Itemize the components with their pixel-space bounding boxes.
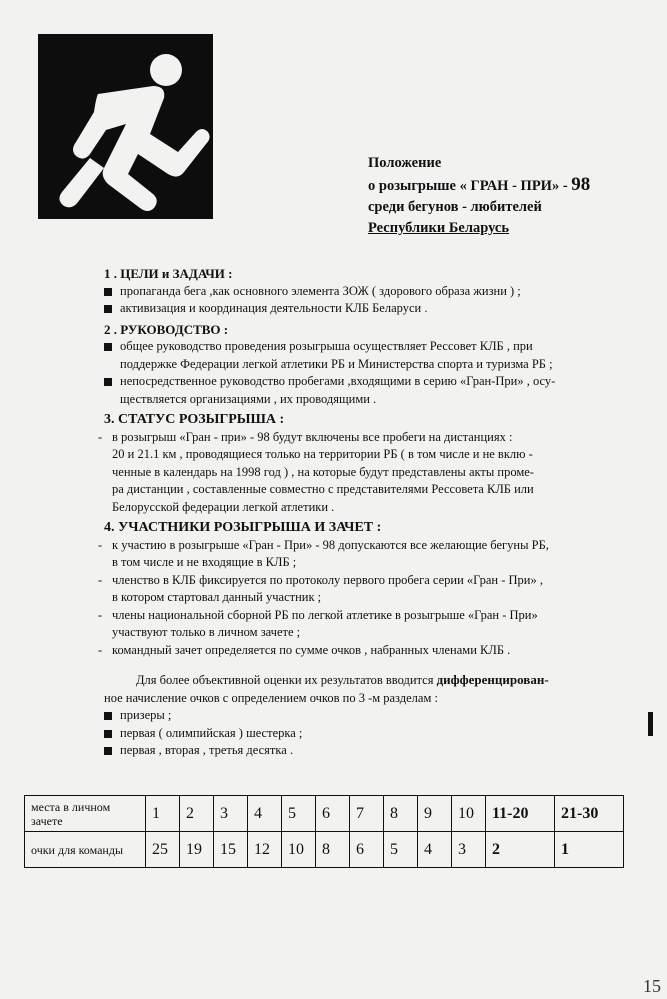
table-row <box>25 832 624 868</box>
table-cell: 3 <box>214 796 248 832</box>
title-line-2-text: о розыгрыше « ГРАН - ПРИ» - <box>368 178 572 194</box>
table-cell: 5 <box>384 832 418 868</box>
section-2-heading: 2 . РУКОВОДСТВО : <box>104 321 229 337</box>
list-item <box>104 300 664 318</box>
table-cell: 12 <box>248 832 282 868</box>
points-table <box>24 795 624 868</box>
table-cell: 11-20 <box>486 796 555 832</box>
row-label-points: очки для команды <box>25 832 146 868</box>
paragraph-text: Для более объективной оценки их результатов вводится <box>136 673 437 687</box>
table-cell: 4 <box>248 796 282 832</box>
table-cell: 2 <box>486 832 555 868</box>
table-cell: 6 <box>316 796 350 832</box>
list-item-text: призеры ; <box>120 708 172 722</box>
text-line: ра дистанции , составленные совместно с представителями Рессовета КЛБ или <box>112 482 534 496</box>
table-cell: 8 <box>384 796 418 832</box>
title-year: 98 <box>571 174 591 195</box>
text-line: к участию в розыгрыше «Гран - При» - 98 допускаются все желающие бегуны РБ, <box>112 537 549 552</box>
title-line-1: Положение <box>368 155 442 171</box>
text-line: ченные в календарь на 1998 год ) , на которые будут представлены акты проме- <box>112 464 534 479</box>
table-cell: 10 <box>282 832 316 868</box>
square-bullet-icon <box>104 343 112 351</box>
runner-logo-icon <box>38 34 213 219</box>
square-bullet-icon <box>104 288 112 296</box>
table-cell: 10 <box>452 796 486 832</box>
list-item <box>98 607 664 642</box>
square-bullet-icon <box>104 712 112 720</box>
list-item-text <box>112 537 664 572</box>
list-item <box>104 338 664 373</box>
text-line: в котором стартовал данный участник ; <box>112 590 322 604</box>
square-bullet-icon <box>104 378 112 386</box>
table-cell: 9 <box>418 796 452 832</box>
table-cell: 6 <box>350 832 384 868</box>
page-mark: 15 <box>643 976 661 996</box>
section-3-heading: 3. СТАТУС РОЗЫГРЫША : <box>104 412 285 427</box>
dash-marker: - <box>98 537 103 552</box>
text-line: общее руководство проведения розыгрыша осуществляет Рессовет КЛБ , при <box>120 339 533 353</box>
square-bullet-icon <box>104 747 112 755</box>
text-line: в розыгрыш «Гран - при» - 98 будут включены все пробеги на дистанциях : <box>112 429 513 444</box>
square-bullet-icon <box>104 730 112 738</box>
paragraph-text: ное начисление очков с определением очков по 3 -м разделам : <box>104 690 438 705</box>
text-line: в том числе и не входящие в КЛБ ; <box>112 555 297 569</box>
table-cell: 3 <box>452 832 486 868</box>
table-row <box>25 796 624 832</box>
list-item <box>104 725 664 743</box>
table-cell: 2 <box>180 796 214 832</box>
section-4-heading: 4. УЧАСТНИКИ РОЗЫГРЫША И ЗАЧЕТ : <box>104 520 382 535</box>
title-line-4: Республики Беларусь <box>368 220 510 236</box>
text-line: 20 и 21.1 км , проводящиеся только на территории РБ ( в том числе и не вклю - <box>112 447 533 461</box>
list-item-text <box>112 429 664 517</box>
table-cell: 25 <box>146 832 180 868</box>
text-line: членство в КЛБ фиксируется по протоколу первого пробега серии «Гран - При» , <box>112 572 543 587</box>
text-line: ществляется организациями , их проводящими . <box>120 391 377 406</box>
scoring-paragraph <box>104 671 664 707</box>
list-item-text <box>112 607 664 642</box>
table-cell: 5 <box>282 796 316 832</box>
list-item <box>98 642 664 660</box>
text-line: Белорусской федерации легкой атлетики . <box>112 499 335 514</box>
table-cell: 21-30 <box>555 796 624 832</box>
list-item <box>104 283 664 301</box>
table-cell: 7 <box>350 796 384 832</box>
row-label-places: места в личном зачете <box>25 796 146 832</box>
title-line-2 <box>368 174 590 197</box>
dash-marker: - <box>98 642 103 657</box>
list-item-text: активизация и координация деятельности КЛБ Беларуси . <box>120 301 428 315</box>
table-cell: 1 <box>555 832 624 868</box>
square-bullet-icon <box>104 305 112 313</box>
list-item <box>98 429 664 517</box>
dash-marker: - <box>98 429 103 444</box>
table-cell: 19 <box>180 832 214 868</box>
list-item <box>98 572 664 607</box>
section-1-heading: 1 . ЦЕЛИ и ЗАДАЧИ : <box>104 266 233 281</box>
title-line-3: среди бегунов - любителей <box>368 199 542 215</box>
table-cell: 15 <box>214 832 248 868</box>
main-content <box>98 262 664 760</box>
title-block <box>368 153 590 239</box>
list-item <box>104 742 664 760</box>
list-item-text: первая ( олимпийская ) шестерка ; <box>120 725 303 740</box>
table-cell: 8 <box>316 832 350 868</box>
paragraph-bold-text: дифференцирован- <box>436 672 549 687</box>
dash-marker: - <box>98 572 103 587</box>
list-item-text <box>120 373 664 408</box>
text-line: участвуют только в личном зачете ; <box>112 625 301 639</box>
text-line: поддержке Федерации легкой атлетики РБ и Министерства спорта и туризма РБ ; <box>120 356 553 371</box>
list-item <box>98 537 664 572</box>
margin-mark <box>648 712 653 736</box>
list-item-text: первая , вторая , третья десятка . <box>120 743 294 757</box>
list-item-text <box>112 572 664 607</box>
table-cell: 4 <box>418 832 452 868</box>
dash-marker: - <box>98 607 103 622</box>
list-item <box>104 707 664 725</box>
text-line: непосредственное руководство пробегами ,входящими в серию «Гран-При» , осу- <box>120 374 556 388</box>
list-item-text <box>120 338 664 373</box>
table-cell: 1 <box>146 796 180 832</box>
list-item-text: командный зачет определяется по сумме очков , набранных членами КЛБ . <box>112 642 511 657</box>
list-item <box>104 373 664 408</box>
text-line: члены национальной сборной РБ по легкой атлетике в розыгрыше «Гран - При» <box>112 607 538 622</box>
list-item-text: пропаганда бега ,как основного элемента ЗОЖ ( здорового образа жизни ) ; <box>120 283 521 298</box>
